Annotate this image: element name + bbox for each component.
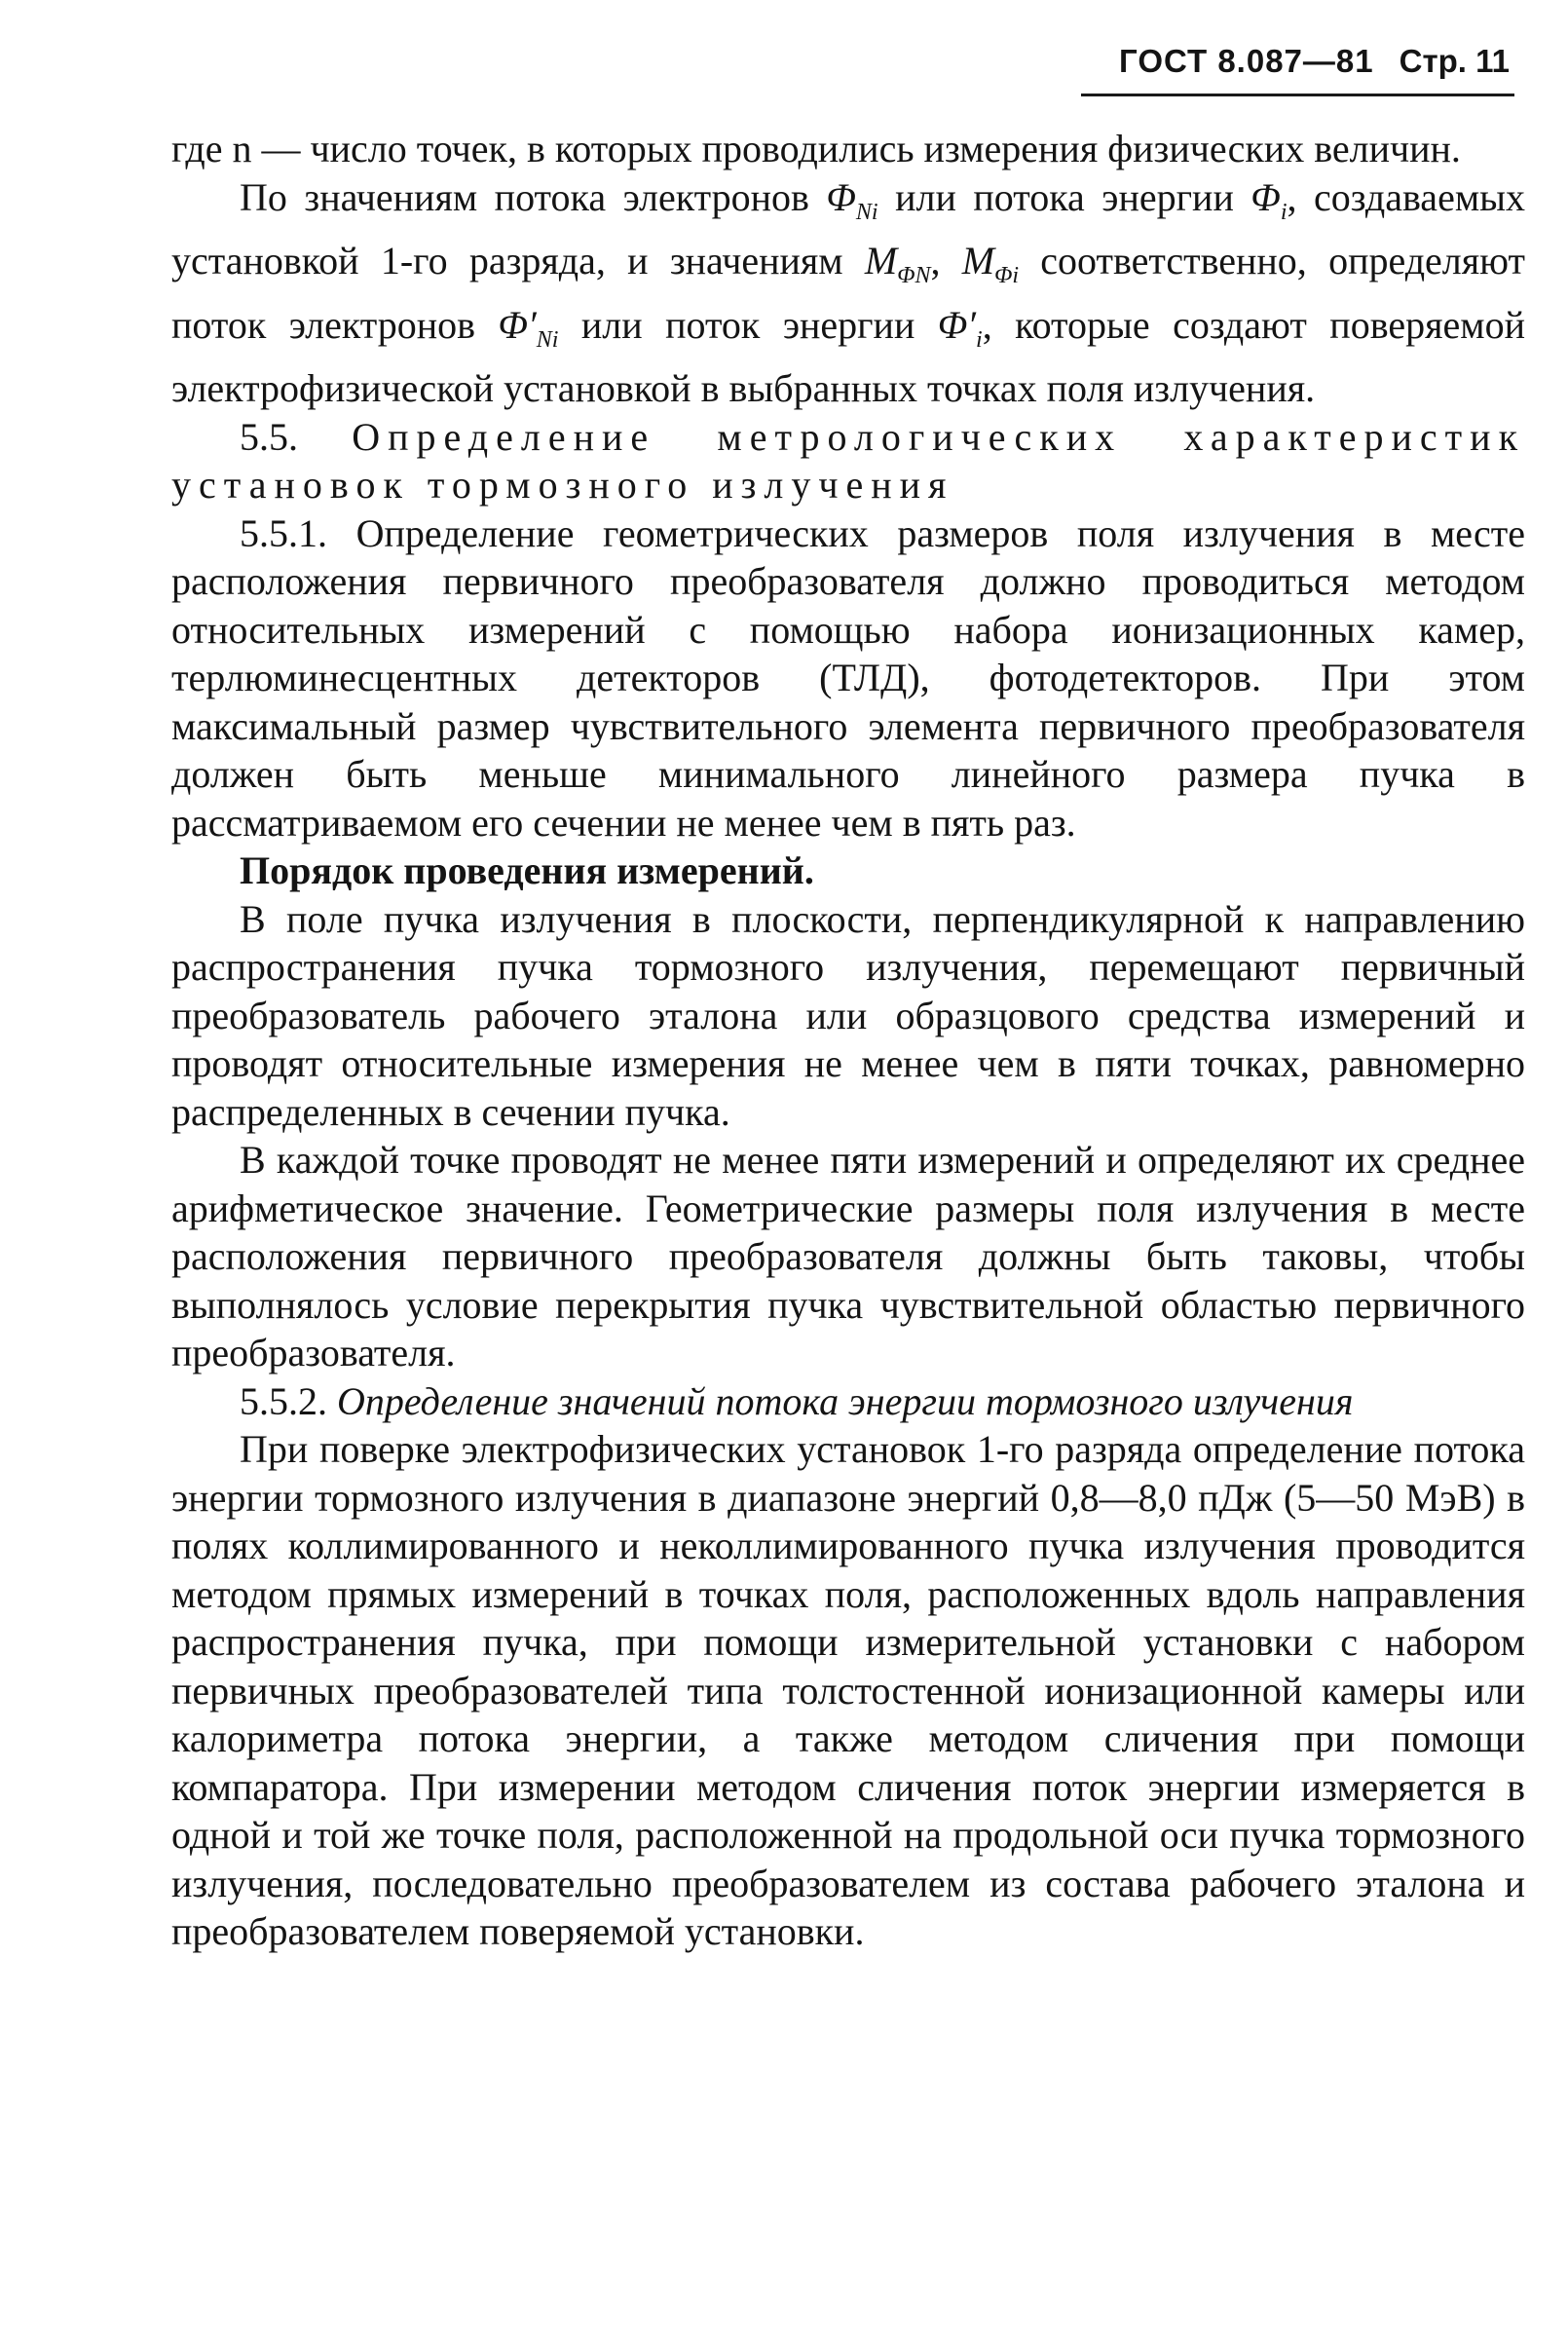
section-5-5-heading: 5.5. Определение метрологических характеристик установок тормозного излучения	[171, 414, 1525, 507]
symbol-phi-i: $\Phi_i$	[1251, 174, 1288, 225]
measurement-procedure-heading: Порядок проведения измерений.	[240, 848, 814, 892]
symbol-phi-n: $\Phi_{Ni}$	[826, 174, 878, 225]
symbol-phi-i-prime: $\Phi'_i$	[937, 302, 983, 353]
header-rule	[1081, 94, 1514, 96]
symbol-m-phi-n: $M_{\Phi N}$	[864, 239, 931, 288]
paragraph-procedure-1: В поле пучка излучения в плоскости, перпендикулярной к направлению распространения пучка тормозного излучения, перемещают первичный преобразователь рабочего эталона или образцового средства измерений и проводят относительные измерения не менее чем в пяти точках, равномерно распределенных в сечении пучка.	[171, 896, 1525, 1134]
paragraph-5-5-1: 5.5.1. Определение геометрических размеров поля излучения в месте расположения первичного преобразователя должно проводиться методом относительных измерений с помощью набора ионизационных камер, терлюминесцентных детекторов (ТЛД), фотодетекторов. При этом максимальный размер чувствительного элемента первичного преобразователя должен быть меньше минимального линейного размера пучка в рассматриваемом его сечении не менее чем в пять раз.	[171, 510, 1525, 845]
paragraph-flux-values: По значениям потока электронов $\Phi_{Ni}$ или потока энергии $\Phi_i$, создаваемых установкой 1-го разряда, и значениям $M_{\Phi N}$, $M_{\Phi i}$ соответственно, определяют поток электронов $\Phi'_{Ni}$ или поток энергии $\Phi'_i$, которые создают поверяемой электрофизической установкой в выбранных точках поля излучения.	[171, 174, 1526, 410]
page-number: Стр. 11	[1399, 43, 1510, 79]
page-header	[1119, 43, 1510, 80]
standard-number: ГОСТ 8.087—81	[1119, 43, 1374, 79]
symbol-phi-n-prime: $\Phi'_{Ni}$	[498, 302, 559, 353]
paragraph-5-5-2: При поверке электрофизических установок 1-го разряда определение потока энергии тормозного излучения в диапазоне энергий 0,8—8,0 пДж (5—50 МэВ) в полях коллимированного и неколлимированного пучка излучения проводится методом прямых измерений в точках поля, расположенных вдоль направления распространения пучка, при помощи измерительной установки с набором первичных преобразователей типа толстостенной ионизационной камеры или калориметра потока энергии, а также методом сличения при помощи компаратора. При измерении методом сличения поток энергии измеряется в одной и той же точке поля, расположенной на продольной оси пучка тормозного излучения, последовательно преобразователем из состава рабочего эталона и преобразователем поверяемой установки.	[171, 1427, 1525, 1953]
paragraph-n-definition: где n — число точек, в которых проводились измерения физических величин.	[171, 127, 1461, 170]
document-body	[171, 125, 1525, 1956]
section-5-5-2-heading: 5.5.2. Определение значений потока энергии тормозного излучения	[240, 1378, 1354, 1423]
paragraph-procedure-2: В каждой точке проводят не менее пяти измерений и определяют их среднее арифметическое значение. Геометрические размеры поля излучения в месте расположения первичного преобразователя должны быть таковы, чтобы выполнялось условие перекрытия пучка чувствительной областью первичного преобразователя.	[171, 1138, 1525, 1374]
symbol-m-phi-i: $M_{\Phi i}$	[961, 239, 1019, 288]
